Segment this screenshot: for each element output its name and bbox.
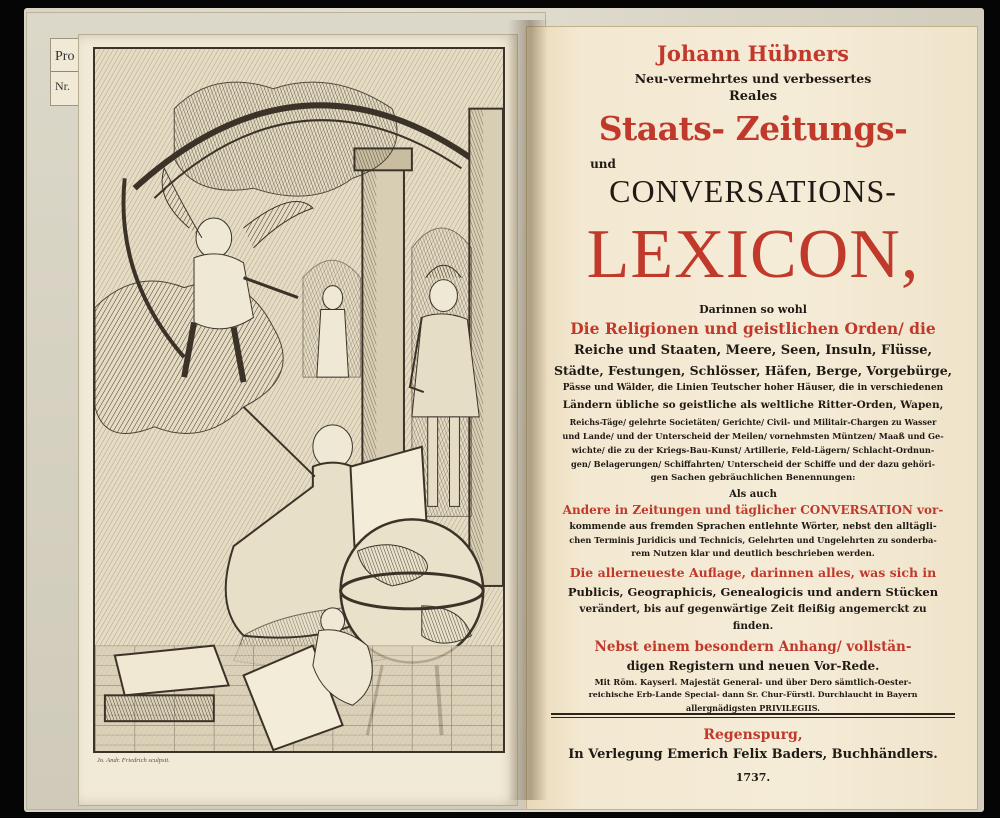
body-line-4: Ländern übliche so geistliche als weltliche Ritter-Orden, Wapen, [562,399,944,411]
body-line-5: Reichs-Täge/ gelehrte Societäten/ Gerichte/ Civil- und Militair-Chargen zu Wasser [569,417,937,427]
anhang-line: Nebst einem besondern Anhang/ vollstän- [594,639,912,655]
body2-line-2: chen Terminis Juridicis und Technicis, Gelehrten und Ungelehrten zu sonderba- [569,535,937,545]
body3-line-2: verändert, bis auf gegenwärtige Zeit fleißig angemerckt zu [579,603,927,615]
body-line-2: Städte, Festungen, Schlösser, Häfen, Berge, Vorgebürge, [553,363,953,378]
subtitle-line2: Reales [728,89,778,104]
author-line: Johann Hübners [657,41,849,66]
als-auch-line: Als auch [729,489,777,500]
body-line-3: Pässe und Wälder, die Linien Teutscher hoher Häuser, die in verschiedenen [562,383,944,393]
register-line: digen Registern und neuen Vor-Rede. [626,659,880,673]
library-label-line2: Nr. [55,79,70,93]
body3-line-1: Publicis, Geographicis, Genealogicis und andern Stücken [567,585,939,599]
darinnen-line: Darinnen so wohl [699,303,807,316]
imprint-place: Regenspurg, [703,727,803,743]
imprint-rule [551,713,955,715]
body-line-6: und Lande/ und der Unterscheid der Meilen/ vornehmsten Müntzen/ Maaß und Ge- [562,431,944,441]
title-und: und [590,157,616,171]
imprint-publisher: In Verlegung Emerich Felix Baders, Buchhändlers. [568,747,938,762]
body-line-1: Reiche und Staaten, Meere, Seen, Insuln, Flüsse, [573,343,933,358]
andere-line: Andere in Zeitungen und täglicher CONVERSATION vor- [562,503,944,517]
body-line-7: wichte/ die zu der Kriegs-Bau-Kunst/ Artillerie, Feld-Lägern/ Schlacht-Ordnun- [571,445,935,455]
body2-line-3: rem Nutzen klar und deutlich beschrieben werden. [631,549,875,559]
book-gutter-shadow [508,20,548,800]
engraver-credit: Jo. Andr. Friedrich sculpsit. [97,757,170,764]
imprint-rule-thin [551,717,955,718]
frontispiece-engraving [93,47,505,753]
auflage-line: Die allerneueste Auflage, darinnen alles, was sich in [569,565,937,580]
frontispiece-leaf [78,34,518,806]
main-title-staats-zeitungs: Staats- Zeitungs- [598,109,908,148]
body-line-9: gen Sachen gebräuchlichen Benennungen: [650,473,856,483]
body3-line-3: finden. [732,620,774,632]
privileg-line-3: allergnädigsten PRIVILEGIIS. [686,703,820,713]
title-page [526,26,978,810]
religionen-line: Die Religionen und geistlichen Orden/ die [570,319,936,338]
body-line-8: gen/ Belagerungen/ Schiffahrten/ Unterscheid der Schiffe und der dazu gehöri- [570,459,936,469]
main-title-conversations: CONVERSATIONS- [609,173,897,209]
imprint-year: 1737. [735,771,771,784]
privileg-line-1: Mit Röm. Kayserl. Majestät General- und über Dero sämtlich-Oester- [594,677,912,687]
main-title-lexicon: LEXICON, [586,216,920,293]
library-label-line1: Pro [55,49,75,64]
body2-line-1: kommende aus fremden Sprachen entlehnte Wörter, nebst den alltägli- [569,521,937,532]
subtitle-line1: Neu-vermehrtes und verbessertes [634,71,872,86]
engraving-illustration [95,49,503,751]
privileg-line-2: reichische Erb-Lande Special- dann Sr. Chur-Fürstl. Durchlaucht in Bayern [588,690,918,699]
